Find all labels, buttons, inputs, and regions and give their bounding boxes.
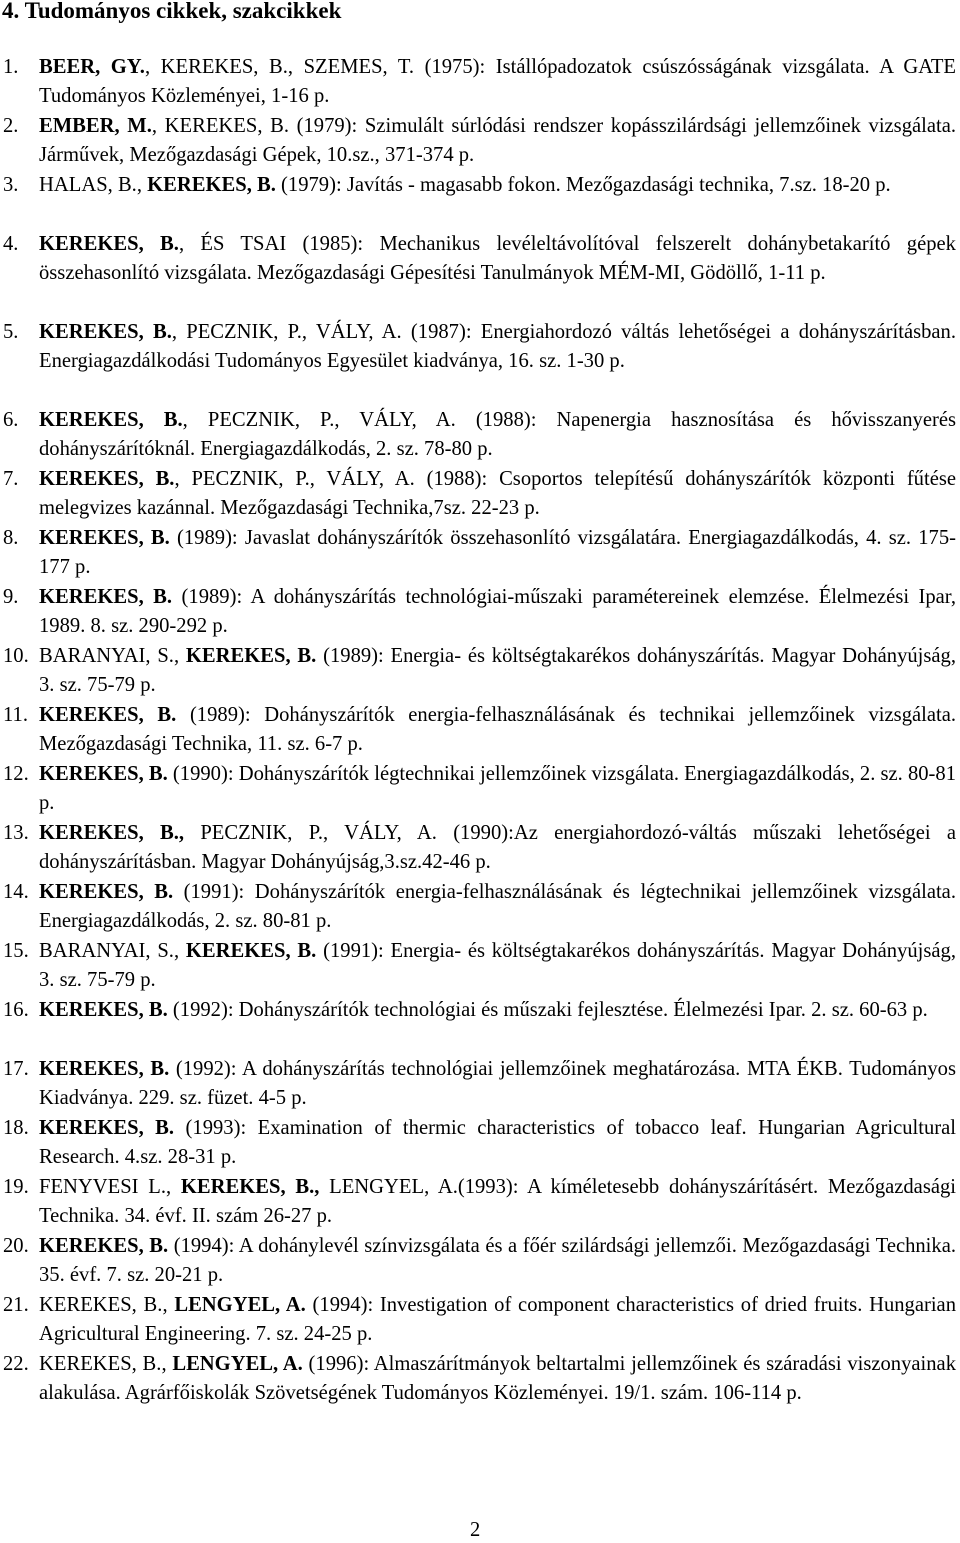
citation-text: (1991): Energia- és költségtakarékos dohányszárítás. Magyar Dohányújság, 3. sz. 75-79 p.: [39, 940, 956, 992]
author-emphasis: KEREKES, B.,: [180, 1176, 320, 1198]
citation-text: (1993): Examination of thermic characteristics of tobacco leaf. Hungarian Agricultural Research. 4.sz. 28-31 p.: [39, 1117, 956, 1169]
publication-entry: [0, 318, 956, 377]
author-emphasis: KEREKES, B.: [39, 468, 175, 490]
citation-text: HALAS, B.,: [39, 174, 148, 196]
entry-citation: [39, 701, 956, 760]
entry-number: 8.: [3, 527, 19, 549]
publication-entry: [0, 53, 956, 112]
entry-number: 6.: [3, 409, 19, 431]
citation-text: , ÉS TSAI (1985): Mechanikus levéleltávolítóval felszerelt dohánybetakarító gépek összehasonlító vizsgálata. Mezőgazdasági Gépesítési Tanulmányok MÉM-MI, Gödöllő, 1-11 p.: [39, 233, 956, 285]
entry-citation: [39, 1291, 956, 1350]
entry-number: 19.: [3, 1176, 29, 1198]
entry-number: 14.: [3, 881, 29, 903]
entry-number: 18.: [3, 1117, 29, 1139]
entry-number: 12.: [3, 763, 29, 785]
entry-citation: [39, 642, 956, 701]
citation-text: PECZNIK, P., VÁLY, A. (1990):Az energiahordozó-váltás műszaki lehetőségei a dohányszárításban. Magyar Dohányújság,3.sz.42-46 p.: [39, 822, 956, 874]
author-emphasis: KEREKES, B.: [39, 763, 168, 785]
entry-citation: [39, 1173, 956, 1232]
citation-text: (1989): Dohányszárítók energia-felhasználásának és technikai jellemzőinek vizsgálata. Mezőgazdasági Technika, 11. sz. 6-7 p.: [39, 704, 956, 756]
entry-number: 3.: [3, 174, 19, 196]
entry-number: 11.: [3, 704, 28, 726]
citation-text: , KEREKES, B., SZEMES, T. (1975): Istállópadozatok csúszósságának vizsgálata. A GATE Tudományos Közleményei, 1-16 p.: [39, 56, 957, 108]
citation-text: (1990): Dohányszárítók légtechnikai jellemzőinek vizsgálata. Energiagazdálkodás, 2. sz. 80-81 p.: [39, 763, 956, 815]
entry-number: 2.: [3, 115, 19, 137]
author-emphasis: KEREKES, B.: [39, 321, 172, 343]
citation-text: LENGYEL, A.(1993): A kíméletesebb dohányszárításért. Mezőgazdasági Technika. 34. évf. II. szám 26-27 p.: [39, 1176, 957, 1228]
entry-citation: [39, 878, 956, 937]
entry-citation: [39, 1114, 956, 1173]
entry-citation: [39, 406, 956, 465]
citation-text: (1979): Javítás - magasabb fokon. Mezőgazdasági technika, 7.sz. 18-20 p.: [275, 174, 891, 196]
citation-text: (1994): Investigation of component characteristics of dried fruits. Hungarian Agricultural Engineering. 7. sz. 24-25 p.: [39, 1294, 956, 1346]
citation-text: (1989): Energia- és költségtakarékos dohányszárítás. Magyar Dohányújság, 3. sz. 75-79 p.: [39, 645, 956, 697]
publication-entry: [0, 1173, 956, 1232]
entry-citation: [39, 524, 956, 583]
author-emphasis: KEREKES, B.: [39, 999, 168, 1021]
entry-citation: [39, 1232, 956, 1291]
publication-entry: [0, 583, 956, 642]
author-emphasis: KEREKES, B.: [39, 586, 173, 608]
citation-text: FENYVESI L.,: [39, 1176, 181, 1198]
citation-text: BARANYAI, S.,: [39, 940, 186, 962]
author-emphasis: KEREKES, B.: [39, 527, 170, 549]
entry-number: 16.: [3, 999, 29, 1021]
author-emphasis: KEREKES, B.: [39, 1117, 175, 1139]
entry-number: 21.: [3, 1294, 29, 1316]
entry-number: 17.: [3, 1058, 29, 1080]
citation-text: , PECZNIK, P., VÁLY, A. (1988): Csoportos telepítésű dohányszárítók központi fűtése melegvizes kazánnal. Mezőgazdasági Technika,7sz. 22-23 p.: [39, 468, 956, 520]
publication-entry: [0, 642, 956, 701]
citation-text: (1992): A dohányszárítás technológiai jellemzőinek meghatározása. MTA ÉKB. Tudományos Kiadványa. 229. sz. füzet. 4-5 p.: [39, 1058, 956, 1110]
publication-entry: [0, 524, 956, 583]
page-number: 2: [470, 1519, 481, 1541]
entry-number: 20.: [3, 1235, 29, 1257]
citation-text: , KEREKES, B. (1979): Szimulált súrlódási rendszer kopásszilárdsági jellemzőinek vizsgálata. Járművek, Mezőgazdasági Gépek, 10.sz., 371-374 p.: [39, 115, 957, 167]
author-emphasis: KEREKES, B.: [185, 645, 317, 667]
citation-text: (1996): Almaszárítmányok beltartalmi jellemzőinek és száradási viszonyainak alakulása. Agrárfőiskolák Szövetségének Tudományos Közleményei. 19/1. szám. 106-114 p.: [39, 1353, 956, 1405]
publication-entry: [0, 230, 956, 289]
entry-number: 10.: [3, 645, 29, 667]
author-emphasis: KEREKES, B.: [39, 233, 179, 255]
citation-text: (1989): Javaslat dohányszárítók összehasonlító vizsgálatára. Energiagazdálkodás, 4. sz. 175-177 p.: [39, 527, 956, 579]
entry-citation: [39, 760, 956, 819]
author-emphasis: KEREKES, B.: [39, 1058, 170, 1080]
author-emphasis: KEREKES, B.: [39, 881, 174, 903]
entry-number: 4.: [3, 233, 19, 255]
publication-entry: [0, 701, 956, 760]
citation-text: KEREKES, B.,: [39, 1294, 175, 1316]
author-emphasis: KEREKES, B.,: [39, 822, 185, 844]
publication-entry: [0, 1114, 956, 1173]
publication-entry: [0, 112, 956, 171]
author-emphasis: KEREKES, B.: [39, 704, 177, 726]
entry-citation: [39, 112, 956, 171]
entry-citation: [39, 819, 956, 878]
entry-number: 1.: [3, 56, 19, 78]
citation-text: , PECZNIK, P., VÁLY, A. (1988): Napenergia hasznosítása és hővisszanyerés dohányszárítóknál. Energiagazdálkodás, 2. sz. 78-80 p.: [39, 409, 956, 461]
entry-citation: [39, 937, 956, 996]
author-emphasis: BEER, GY.: [39, 56, 145, 78]
entry-number: 15.: [3, 940, 29, 962]
section-heading: 4. Tudományos cikkek, szakcikkek: [2, 0, 342, 23]
citation-text: (1991): Dohányszárítók energia-felhasználásának és légtechnikai jellemzőinek vizsgálata. Energiagazdálkodás, 2. sz. 80-81 p.: [39, 881, 956, 933]
citation-text: (1989): A dohányszárítás technológiai-műszaki paramétereinek elemzése. Élelmezési Ipar, 1989. 8. sz. 290-292 p.: [39, 586, 956, 638]
entry-number: 7.: [3, 468, 19, 490]
author-emphasis: KEREKES, B.: [39, 409, 183, 431]
author-emphasis: LENGYEL, A.: [172, 1353, 303, 1375]
citation-text: (1994): A dohánylevél színvizsgálata és a főér szilárdsági jellemzői. Mezőgazdasági Technika. 35. évf. 7. sz. 20-21 p.: [39, 1235, 956, 1287]
entry-citation: [39, 230, 956, 289]
author-emphasis: KEREKES, B.: [185, 940, 317, 962]
entry-number: 9.: [3, 586, 19, 608]
publication-entry: [0, 1350, 956, 1409]
citation-text: BARANYAI, S.,: [39, 645, 186, 667]
entry-citation: [39, 996, 956, 1025]
author-emphasis: KEREKES, B.: [147, 174, 276, 196]
entry-citation: [39, 465, 956, 524]
publication-entry: [0, 819, 956, 878]
author-emphasis: KEREKES, B.: [39, 1235, 169, 1257]
publication-entry: [0, 878, 956, 937]
entry-citation: [39, 53, 956, 112]
publication-entry: [0, 465, 956, 524]
entry-citation: [39, 583, 956, 642]
publication-entry: [0, 1055, 956, 1114]
entry-citation: [39, 1055, 956, 1114]
entry-number: 22.: [3, 1353, 29, 1375]
entry-citation: [39, 1350, 956, 1409]
publication-entry: [0, 1291, 956, 1350]
entry-number: 5.: [3, 321, 19, 343]
author-emphasis: EMBER, M.: [39, 115, 152, 137]
publication-entry: [0, 1232, 956, 1291]
author-emphasis: LENGYEL, A.: [174, 1294, 306, 1316]
entry-citation: [39, 318, 956, 377]
citation-text: , PECZNIK, P., VÁLY, A. (1987): Energiahordozó váltás lehetőségei a dohányszárításban. Energiagazdálkodási Tudományos Egyesület kiadványa, 16. sz. 1-30 p.: [39, 321, 956, 373]
publication-entry: [0, 760, 956, 819]
publication-entry: [0, 996, 956, 1025]
citation-text: (1992): Dohányszárítók technológiai és műszaki fejlesztése. Élelmezési Ipar. 2. sz. 60-63 p.: [167, 999, 928, 1021]
publication-entry: [0, 171, 956, 200]
publication-entry: [0, 406, 956, 465]
entry-number: 13.: [3, 822, 29, 844]
entry-citation: [39, 171, 956, 200]
publication-entry: [0, 937, 956, 996]
citation-text: KEREKES, B.,: [39, 1353, 173, 1375]
